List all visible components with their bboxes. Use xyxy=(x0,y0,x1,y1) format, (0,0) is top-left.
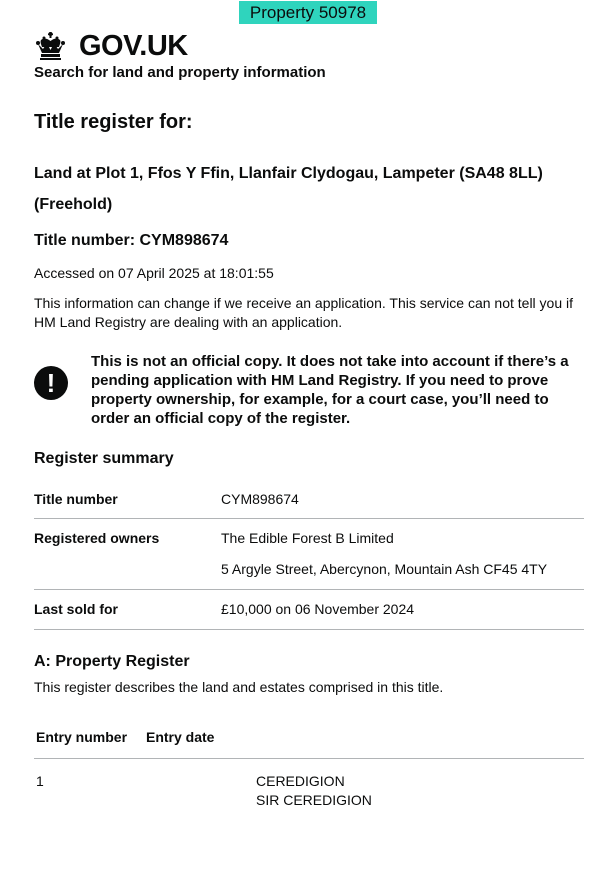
entries-table xyxy=(34,728,584,819)
accessed-timestamp: Accessed on 07 April 2025 at 18:01:55 xyxy=(34,265,274,281)
summary-key: Title number xyxy=(34,491,118,507)
summary-key: Last sold for xyxy=(34,601,119,617)
entry-text xyxy=(256,772,372,810)
entry-line: CEREDIGION xyxy=(256,773,345,789)
owner-address: 5 Argyle Street, Abercynon, Mountain Ash CF45 4TY xyxy=(221,561,548,577)
column-header-entry-date: Entry date xyxy=(146,729,215,745)
summary-value xyxy=(221,529,584,589)
warning-text: This is not an official copy. It does not take into account if there’s a pending application with HM Land Registry. If you need to prove property ownership, for example, for a court case, you’ll need to order an official copy of the register. xyxy=(91,353,569,427)
entry-number: 1 xyxy=(36,773,44,789)
warning-callout xyxy=(34,352,584,432)
register-summary-heading: Register summary xyxy=(34,450,174,467)
owner-name: The Edible Forest B Limited xyxy=(221,530,394,546)
logo-text: GOV.UK xyxy=(79,30,188,62)
summary-list xyxy=(34,480,584,630)
service-name[interactable]: Search for land and property information xyxy=(34,64,326,81)
column-header-entry-number: Entry number xyxy=(36,729,128,745)
summary-row-last-sold xyxy=(34,590,584,630)
property-register-description: This register describes the land and estates comprised in this title. xyxy=(34,679,444,695)
info-text: This information can change if we receive an application. This service can not tell you if HM Land Registry are dealing with an application. xyxy=(34,295,574,330)
page-title: Title register for: xyxy=(34,111,193,133)
crown-icon xyxy=(34,31,67,61)
summary-row-title-number xyxy=(34,480,584,519)
summary-value: £10,000 on 06 November 2024 xyxy=(221,601,415,617)
warning-icon: ! xyxy=(34,366,68,400)
title-number-heading: Title number: CYM898674 xyxy=(34,232,229,249)
govuk-logo[interactable] xyxy=(34,30,188,62)
table-header xyxy=(34,728,584,759)
table-row xyxy=(34,759,584,819)
summary-row-registered-owners xyxy=(34,519,584,590)
property-register-heading: A: Property Register xyxy=(34,653,190,670)
summary-value: CYM898674 xyxy=(221,491,299,507)
entry-line: SIR CEREDIGION xyxy=(256,792,372,808)
property-address: Land at Plot 1, Ffos Y Ffin, Llanfair Clydogau, Lampeter (SA48 8LL) (Freehold) xyxy=(34,165,543,213)
property-tag: Property 50978 xyxy=(239,1,377,24)
summary-key: Registered owners xyxy=(34,530,160,546)
